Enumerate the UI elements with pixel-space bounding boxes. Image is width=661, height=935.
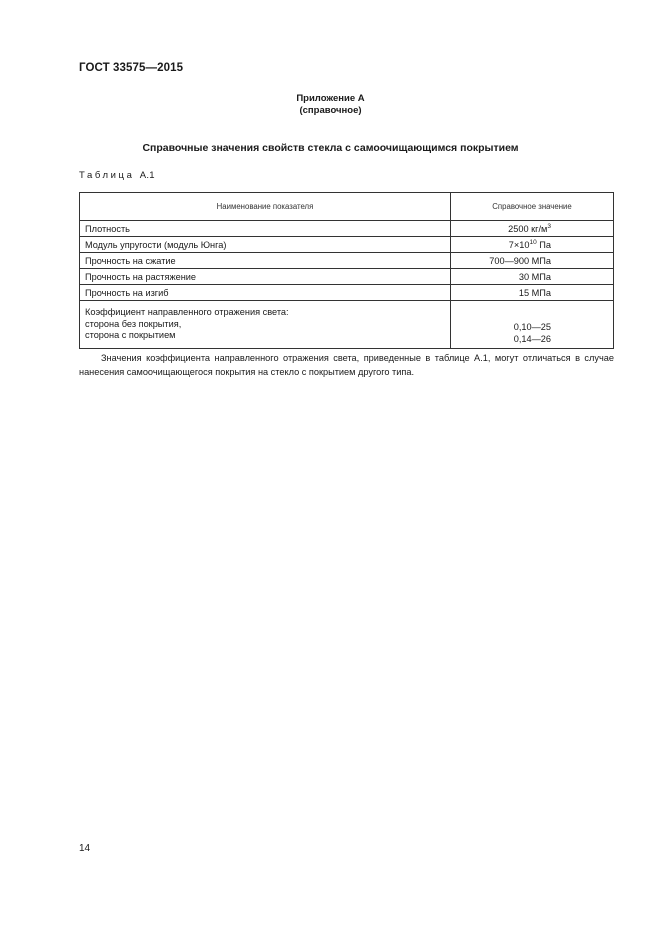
appendix-title: Приложение А (296, 93, 365, 104)
row-value: 700—900 МПа (451, 253, 614, 269)
value-suffix: Па (536, 240, 551, 250)
page-number: 14 (79, 843, 91, 854)
note-paragraph (79, 351, 614, 379)
row-name: Прочность на сжатие (80, 253, 451, 269)
row-name-line: сторона без покрытия, (85, 318, 182, 329)
value-superscript: 10 (529, 239, 537, 246)
table-caption (79, 170, 155, 181)
table-row (80, 269, 614, 285)
row-value-line: 0,10—25 (513, 322, 551, 332)
row-name: Прочность на растяжение (80, 269, 451, 285)
row-name-line: сторона с покрытием (85, 330, 176, 341)
row-value (451, 237, 614, 253)
row-name-multiline (80, 301, 451, 349)
table-row-reflection (80, 301, 614, 349)
document-code: ГОСТ 33575—2015 (79, 62, 184, 74)
header-parameter-name: Наименование показателя (80, 193, 451, 221)
table-row (80, 221, 614, 237)
table-row (80, 237, 614, 253)
value-superscript: 3 (547, 223, 551, 230)
value-text: 7×10 (508, 240, 530, 250)
table-caption-word: Таблица (79, 170, 135, 181)
table-header-row (80, 193, 614, 221)
row-value-multiline (451, 301, 614, 349)
table-row (80, 253, 614, 269)
row-value (451, 221, 614, 237)
row-name-line: Коэффициент направленного отражения света: (85, 307, 289, 318)
table-row (80, 285, 614, 301)
note-text: Значения коэффициента направленного отражения света, приведенные в таблице А.1, могут отличаться в случае нанесения самоочищающегося покрытия на стекло с покрытием другого типа. (79, 353, 614, 377)
header-reference-value: Справочное значение (451, 193, 614, 221)
table-caption-number: А.1 (139, 170, 155, 181)
row-name: Прочность на изгиб (80, 285, 451, 301)
row-name: Модуль упругости (модуль Юнга) (80, 237, 451, 253)
properties-table (79, 192, 614, 349)
appendix-subtitle: (справочное) (299, 105, 362, 116)
value-text: 2500 кг/м (508, 224, 548, 234)
row-value: 15 МПа (451, 285, 614, 301)
section-title: Справочные значения свойств стекла с самоочищающимся покрытием (142, 142, 519, 154)
row-name: Плотность (80, 221, 451, 237)
row-value-line: 0,14—26 (513, 333, 551, 344)
row-value: 30 МПа (451, 269, 614, 285)
